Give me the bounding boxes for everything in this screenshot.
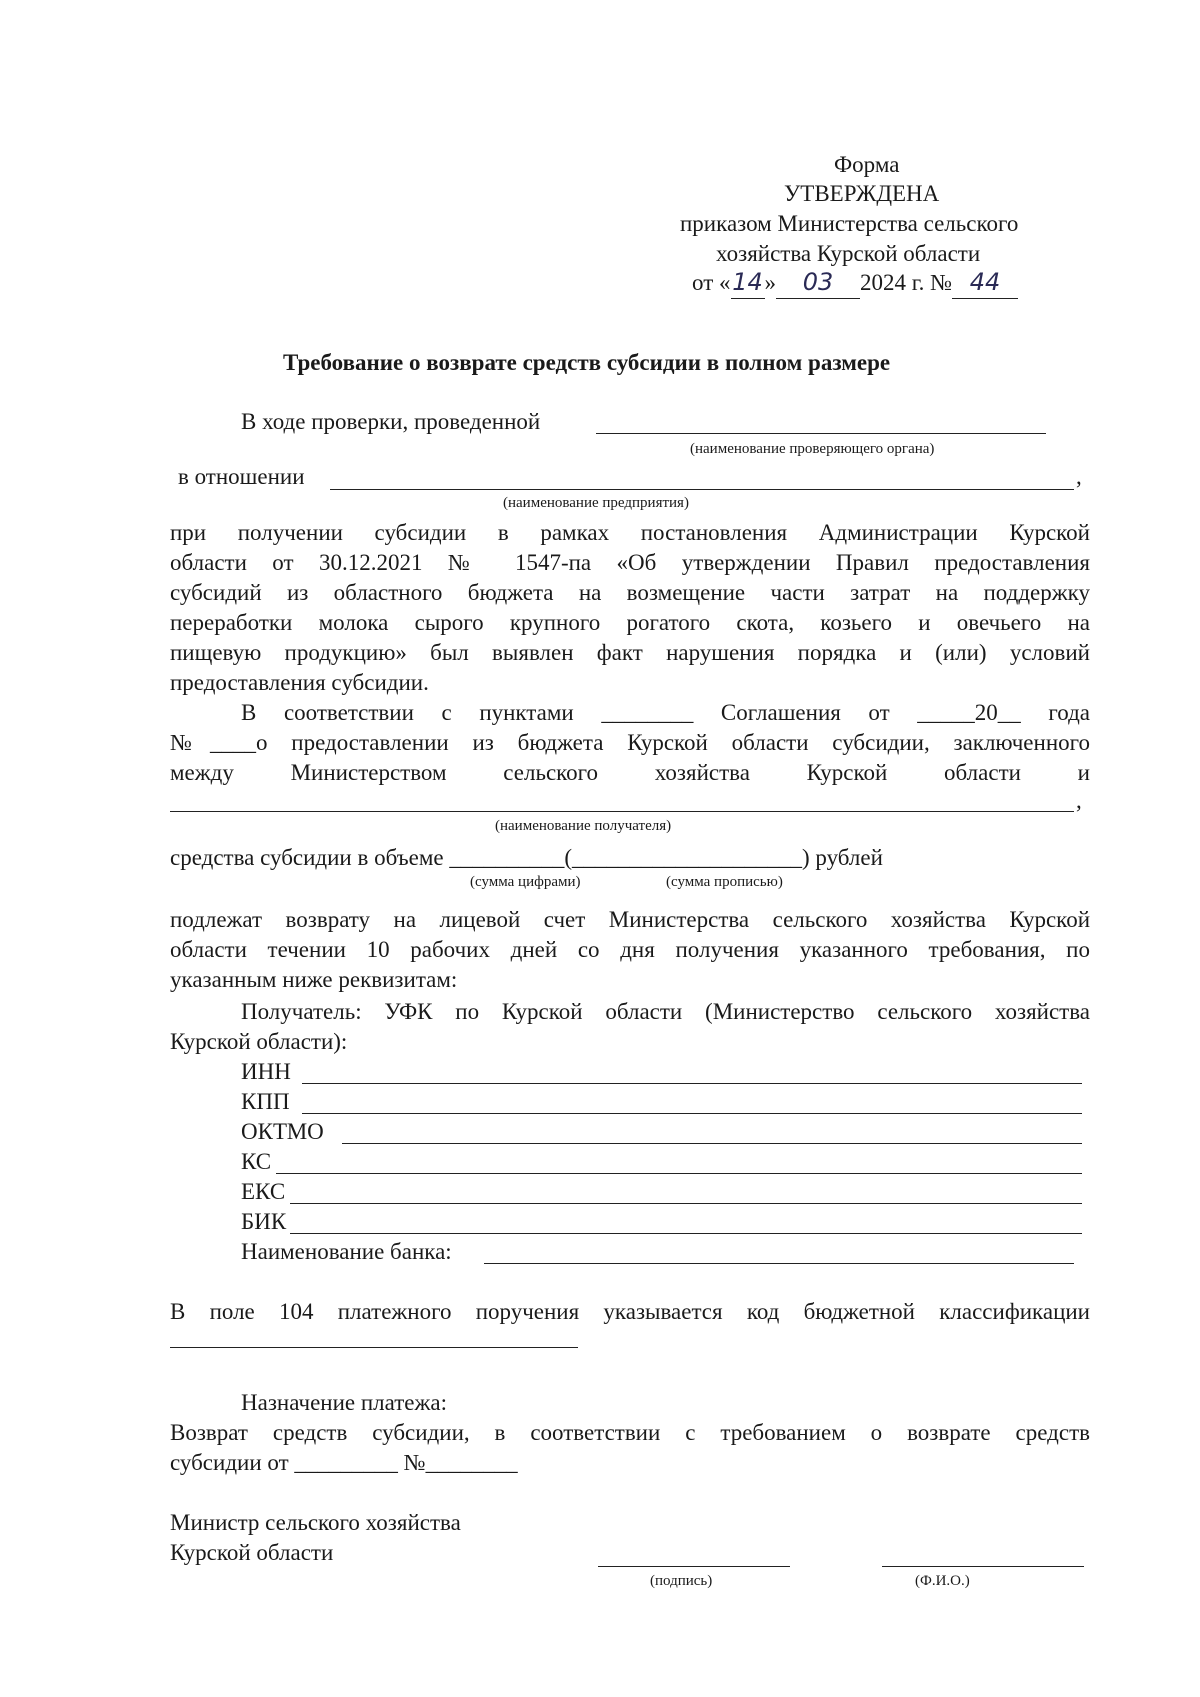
requisite-kpp: КПП: [241, 1089, 290, 1114]
header-order-line1: приказом Министерства сельского: [680, 211, 1019, 236]
header-order-line2: хозяйства Курской области: [716, 241, 981, 266]
requisite-inn: ИНН: [241, 1059, 291, 1084]
inspection-body-line: [596, 433, 1046, 434]
requisite-inn-line: [302, 1083, 1082, 1084]
date-prefix: от «: [692, 270, 731, 295]
enterprise-line: [330, 489, 1074, 490]
paragraph1-line: субсидий из областного бюджета на возмещение части затрат на поддержку: [170, 580, 1090, 605]
payment-line2: субсидии от _________ №________: [170, 1450, 518, 1475]
payment-label: Назначение платежа:: [241, 1390, 448, 1415]
payment-line1: Возврат средств субсидии, в соответствии с требованием о возврате средств: [170, 1420, 1090, 1445]
header-approved: УТВЕРЖДЕНА: [784, 181, 940, 206]
paragraph1-line: пищевую продукцию» был выявлен факт нарушения порядка и (или) условий: [170, 640, 1090, 665]
amount-words-caption: (сумма прописью): [666, 874, 783, 890]
inspection-caption: (наименование проверяющего органа): [690, 441, 935, 457]
requisite-bank-line: [484, 1263, 1074, 1264]
requisite-kpp-line: [302, 1113, 1082, 1114]
requisite-bank: Наименование банка:: [241, 1239, 452, 1264]
agreement-line1: В соответствии с пунктами ________ Соглашения от _____20__ года: [241, 700, 1090, 725]
header-order-date: [692, 267, 1018, 299]
requisite-oktmo: ОКТМО: [241, 1119, 324, 1144]
requisite-oktmo-line: [342, 1143, 1082, 1144]
requisite-bik-line: [290, 1233, 1082, 1234]
name-line: [882, 1566, 1084, 1567]
order-number: 44: [952, 267, 1018, 299]
date-year: 2024 г. №: [860, 270, 953, 295]
header-forma: Форма: [834, 152, 900, 177]
minister-line2: Курской области: [170, 1540, 334, 1565]
name-caption: (Ф.И.О.): [915, 1573, 970, 1589]
signature-caption: (подпись): [650, 1573, 713, 1589]
requisite-eks-line: [290, 1203, 1082, 1204]
recipient-line1: Получатель: УФК по Курской области (Министерство сельского хозяйства: [241, 999, 1090, 1024]
enterprise-caption: (наименование предприятия): [503, 495, 689, 511]
requisite-eks: ЕКС: [241, 1179, 286, 1204]
requisite-bik: БИК: [241, 1209, 287, 1234]
paragraph1-line: переработки молока сырого крупного рогатого скота, козьего и овечьего на: [170, 610, 1090, 635]
recipient-caption: (наименование получателя): [495, 818, 672, 834]
paragraph2-last: указанным ниже реквизитам:: [170, 967, 458, 992]
inspection-text: В ходе проверки, проведенной: [241, 409, 541, 434]
document-title: Требование о возврате средств субсидии в полном размере: [283, 350, 891, 375]
date-month: 03: [776, 267, 860, 299]
kbk-text: В поле 104 платежного поручения указывается код бюджетной классификации: [170, 1299, 1090, 1324]
amount-text: средства субсидии в объеме __________(____________________) рублей: [170, 845, 883, 870]
kbk-line: [170, 1347, 578, 1348]
date-mid: »: [764, 270, 776, 295]
paragraph1-line: при получении субсидии в рамках постановления Администрации Курской: [170, 520, 1090, 545]
regarding-label: в отношении: [178, 464, 305, 489]
recipient-comma: ,: [1076, 788, 1082, 813]
enterprise-comma: ,: [1076, 464, 1082, 489]
paragraph1-last: предоставления субсидии.: [170, 670, 429, 695]
minister-line1: Министр сельского хозяйства: [170, 1510, 461, 1535]
recipient-line2: Курской области):: [170, 1029, 348, 1054]
agreement-line3: между Министерством сельского хозяйства Курской области и: [170, 760, 1090, 785]
agreement-line2: №____о предоставлении из бюджета Курской области субсидии, заключенного: [170, 730, 1090, 755]
requisite-ks: КС: [241, 1149, 272, 1174]
signature-line: [598, 1566, 790, 1567]
requisite-ks-line: [276, 1173, 1082, 1174]
amount-digits-caption: (сумма цифрами): [470, 874, 581, 890]
paragraph2-line: подлежат возврату на лицевой счет Министерства сельского хозяйства Курской: [170, 907, 1090, 932]
recipient-line: [170, 811, 1074, 812]
date-day: 14: [731, 267, 765, 299]
paragraph2-line: области течении 10 рабочих дней со дня получения указанного требования, по: [170, 937, 1090, 962]
paragraph1-line: области от 30.12.2021 № 1547-па «Об утверждении Правил предоставления: [170, 550, 1090, 575]
